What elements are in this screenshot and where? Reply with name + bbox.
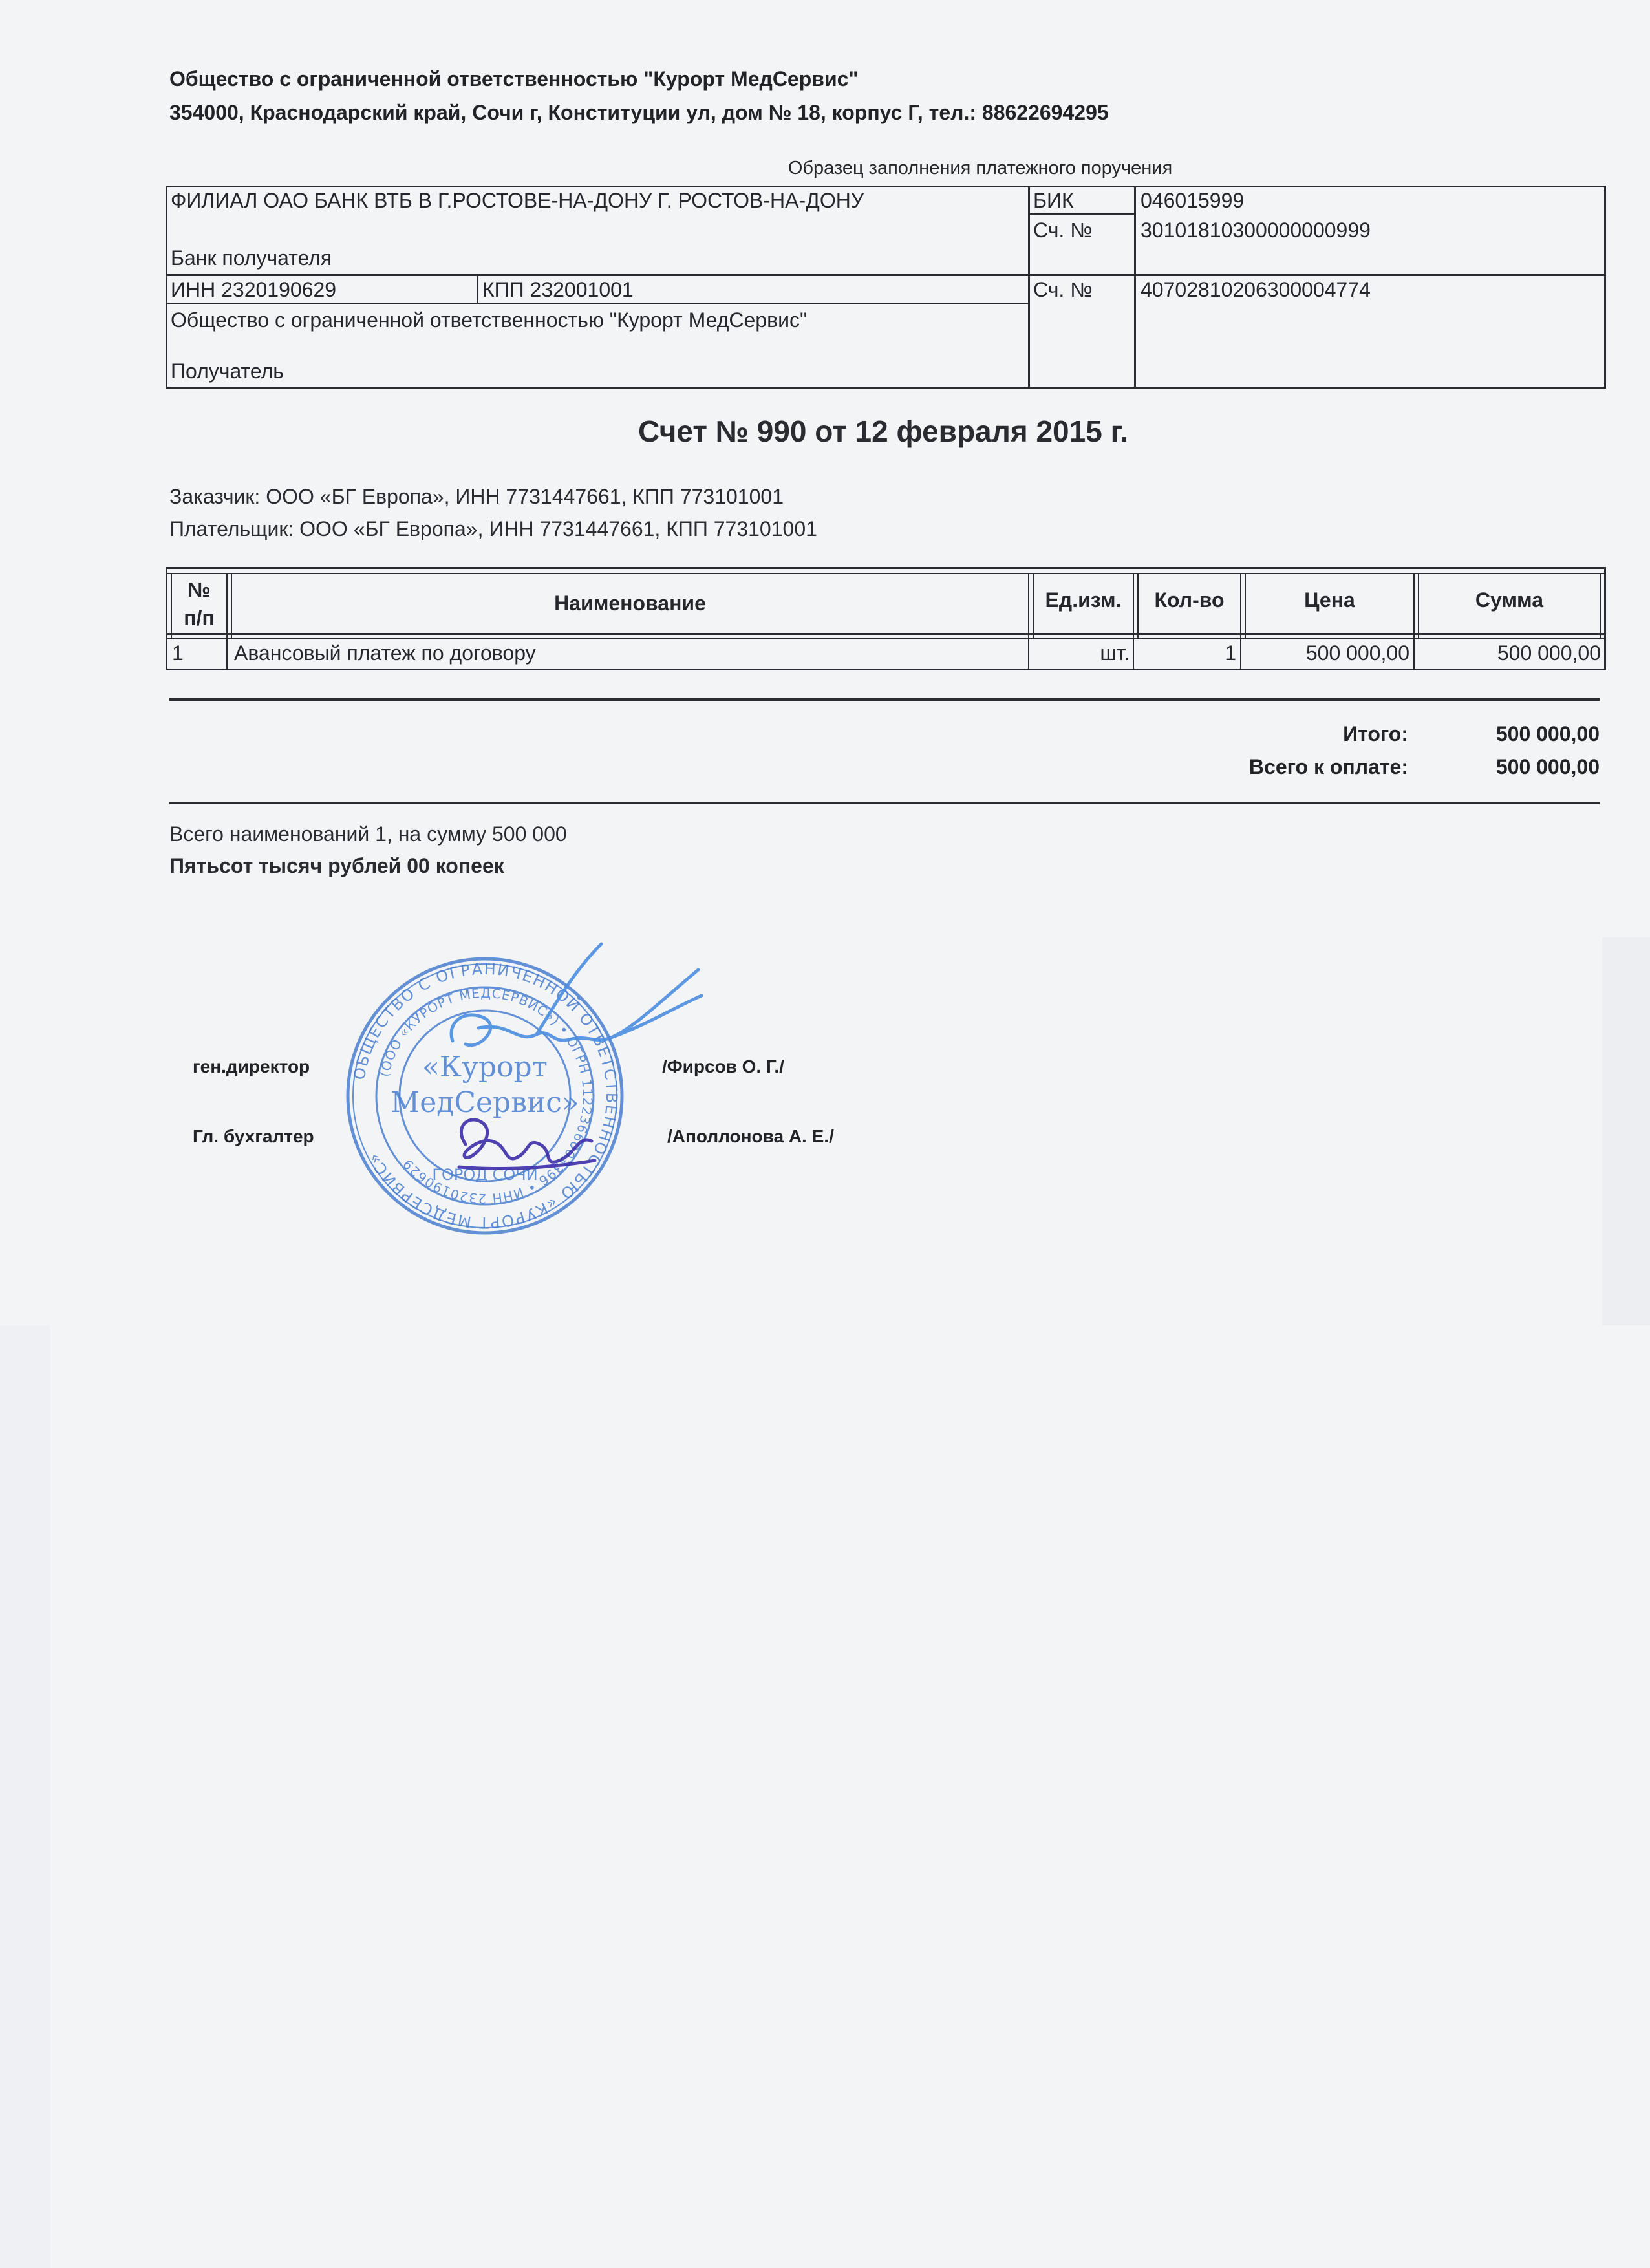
company-address: 354000, Краснодарский край, Сочи г, Конституции ул, дом № 18, корпус Г, тел.: 88622694295: [169, 101, 1109, 124]
total-value: 500 000,00: [1495, 722, 1600, 745]
col-header-price: Цена: [1304, 588, 1355, 612]
row-price: 500 000,00: [1305, 641, 1409, 665]
accountant-name: /Аполлонова А. Е./: [667, 1126, 834, 1146]
payable-label: Всего к оплате:: [1248, 755, 1408, 778]
payment-sample-title: Образец заполнения платежного поручения: [788, 158, 1173, 178]
row-unit: шт.: [1100, 641, 1130, 665]
recipient-label: Получатель: [171, 359, 284, 383]
col-header-sum: Сумма: [1475, 588, 1544, 612]
account-label: Сч. №: [1033, 278, 1093, 301]
director-signature: [440, 931, 711, 1099]
totals-top-rule: [169, 698, 1600, 701]
bik-value: 046015999: [1141, 189, 1245, 212]
recipient-name: Общество с ограниченной ответственностью "Курорт МедСервис": [171, 308, 808, 332]
row-qty: 1: [1225, 641, 1236, 665]
bank-label: Банк получателя: [171, 246, 332, 270]
stamp-ring-outer-text: ОБЩЕСТВО С ОГРАНИЧЕННОЙ ОТВЕТСТВЕННОСТЬЮ «КУРОРТ МЕДСЕРВИС»: [350, 959, 621, 1232]
items-count-summary: Всего наименований 1, на сумму 500 000: [169, 822, 567, 846]
totals-bottom-rule: [169, 802, 1600, 804]
bik-label: БИК: [1033, 189, 1074, 212]
accountant-signature: [446, 1099, 614, 1190]
recipient-kpp: КПП 232001001: [482, 278, 634, 301]
col-header-name: Наименование: [554, 592, 706, 615]
col-header-num-sub: п/п: [184, 606, 215, 630]
col-header-unit: Ед.изм.: [1045, 588, 1122, 612]
stamp-center-line1: «Курорт: [422, 1051, 548, 1084]
corr-account-value: 30101810300000000999: [1141, 219, 1371, 242]
accountant-label: Гл. бухгалтер: [193, 1126, 314, 1146]
account-value: 40702810206300004774: [1141, 278, 1371, 301]
row-num: 1: [172, 641, 184, 665]
customer-line: Заказчик: ООО «БГ Европа», ИНН 7731447661, КПП 773101001: [169, 485, 784, 508]
total-label: Итого:: [1343, 722, 1408, 745]
payable-value: 500 000,00: [1495, 755, 1600, 778]
stamp-ring-inner-text: (ООО «КУРОРТ МЕДСЕРВИС») • ОГРН 1122366003396 • ИНН 2320190629: [376, 985, 596, 1207]
payer-line: Плательщик: ООО «БГ Европа», ИНН 7731447661, КПП 773101001: [169, 517, 817, 540]
director-name: /Фирсов О. Г./: [662, 1056, 784, 1076]
bank-name: ФИЛИАЛ ОАО БАНК ВТБ В Г.РОСТОВЕ-НА-ДОНУ Г. РОСТОВ-НА-ДОНУ: [171, 189, 864, 212]
amount-in-words: Пятьсот тысяч рублей 00 копеек: [169, 854, 504, 877]
stamp-city: ГОРОД СОЧИ: [432, 1166, 538, 1184]
scan-edge-left: [0, 1325, 50, 2268]
col-header-num: №: [188, 578, 211, 601]
stamp-center-line2: МедСервис»: [391, 1086, 579, 1119]
col-header-qty: Кол-во: [1154, 588, 1225, 612]
scan-edge-right: [1602, 937, 1650, 1325]
row-sum: 500 000,00: [1497, 641, 1601, 665]
recipient-inn: ИНН 2320190629: [171, 278, 337, 301]
company-name: Общество с ограниченной ответственностью "Курорт МедСервис": [169, 67, 859, 91]
corr-account-label: Сч. №: [1033, 219, 1093, 242]
invoice-title: Счет № 990 от 12 февраля 2015 г.: [638, 414, 1128, 448]
director-label: ген.директор: [193, 1056, 310, 1076]
row-name: Авансовый платеж по договору: [234, 641, 536, 665]
